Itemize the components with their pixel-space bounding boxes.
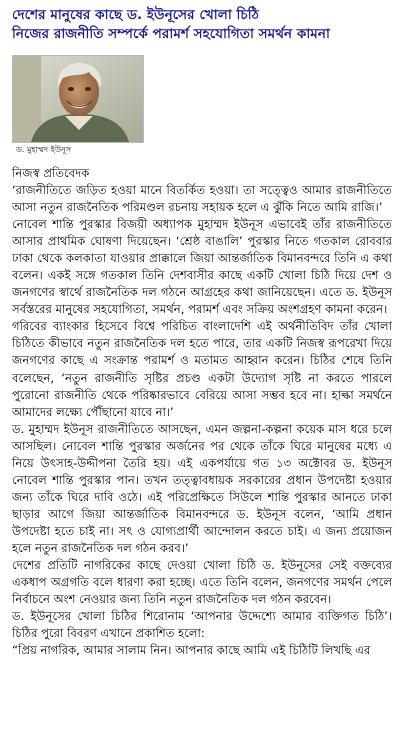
photo-caption: ড. মুহাম্মদ ইউনূস <box>16 145 72 154</box>
article-paragraph: “প্রিয় নাগরিক, আমার সালাম নিন। আপনার কাছে আমি এই চিঠিটি লিখছি এর <box>12 643 371 658</box>
article-paragraph: ড. ইউনূসের খোলা চিঠির শিরোনাম ‘আপনার উদ্দেশ্যে আমার ব্যক্তিগত চিঠি’। চিঠির পুরো বিবরণ এখানে প্রকাশিত হলো: <box>12 609 392 641</box>
article-paragraph: ড. মুহাম্মদ ইউনূস রাজনীতিতে আসছেন, এমন জল্পনা-কল্পনা কয়েক মাস ধরে চলে আসছিল। নোবেল শান্তি পুরস্কার অর্জনের পর থেকে তাঁকে ঘিরে মানুষের মধ্যে এ নিয়ে উৎসাহ-উদ্দীপনা তৈরি হয়। এই একপর্যায়ে গত ১৩ অক্টোবর ড. ইউনূস নোবেল শান্তি পুরস্কার পান। তখন তত্ত্বাবধায়ক সরকারের প্রধান উপদেষ্টা হওয়ার জন্য তাঁকে ঘিরে দাবি ওঠে। এই পরিপ্রেক্ষিতে সিউলে শান্তি পুরস্কার আনতে ঢাকা ছাড়ার আগে জিয়া আন্তর্জাতিক বিমানবন্দরে ড. ইউনূস বলেন, ‘আমি প্রধান উপদেষ্টা হতে চাই না। সৎ ও যোগ্যপ্রার্থী আন্দোলন করতে চাই। এ জন্য প্রয়োজন হলে নতুন রাজনৈতিক দল গঠন করব।’ <box>12 421 392 555</box>
headline <box>12 6 392 44</box>
article-paragraph: ‘রাজনীতিতে জড়িত হওয়া মানে বিতর্কিত হওয়া। তা সত্ত্বেও আমার রাজনীতিতে আসা নতুন রাজনৈতিক পরিমণ্ডল রচনায় সহায়ক হলে এ ঝুঁকি নিতে আমি রাজি।’ <box>12 183 392 215</box>
photo-block <box>12 55 144 158</box>
article-paragraph: গরিবের ব্যাংকার হিসেবে বিশ্বে পরিচিত বাংলাদেশি এই অর্থনীতিবিদ তাঁর খোলা চিঠিতে কীভাবে নতুন রাজনৈতিক দল হতে পারে, তার একটি নিজস্ব রূপরেখা দিয়ে জনগণের কাছে এ সংক্রান্ত পরামর্শ ও মতামত আহ্বান করেন। চিঠির শেষে তিনি বলেছেন, ‘নতুন রাজনীতি সৃষ্টির প্রচণ্ড একটা উদ্যোগ সৃষ্টি না করতে পারলে পুরোনো রাজনীতি থেকে পরিষ্কারভাবে বেরিয়ে আসা সম্ভব হবে না। হাল্কা সমর্থনে আমাদের লক্ষ্যে পৌঁছানো যাবে না।’ <box>12 319 392 419</box>
article-paragraph: নোবেল শান্তি পুরস্কার বিজয়ী অধ্যাপক মুহাম্মদ ইউনূস এভাবেই তাঁর রাজনীতিতে আসার প্রাথমিক ঘোষণা দিয়েছেন। ‘শ্রেষ্ঠ বাঙালি’ পুরস্কার নিতে গতকাল রোববার ঢাকা থেকে কলকাতা যাওয়ার প্রাক্কালে জিয়া আন্তর্জাতিক বিমানবন্দরে তিনি এ কথা বলেন। একই সঙ্গে গতকাল তিনি দেশবাসীর কাছে একটি খোলা চিঠি দিয়ে দেশ ও জনগণের স্বার্থে রাজনৈতিক দল গঠনে আগ্রহের কথা জানিয়েছেন। এতে ড. ইউনূস সর্বস্তরের মানুষের সহযোগিতা, সমর্থন, পরামর্শ এবং সক্রিয় অংশগ্রহণ কামনা করেন। <box>12 217 392 317</box>
byline: নিজস্ব প্রতিবেদক <box>12 166 90 180</box>
article-paragraph: দেশের প্রতিটি নাগরিকের কাছে দেওয়া খোলা চিঠি ড. ইউনূসের সেই বক্তব্যের একধাপ অগ্রগতি বলে ধারণা করা হচ্ছে। এতে তিনি বলেন, জনগণের সমর্থন পেলে নির্বাচনে অংশ নেওয়ার জন্য তিনি নতুন রাজনৈতিক দল গঠন করবেন। <box>12 558 392 607</box>
portrait-illustration <box>13 56 143 142</box>
article-body <box>12 182 392 659</box>
headline-line-1: দেশের মানুষের কাছে ড. ইউনূসের খোলা চিঠি <box>12 7 259 23</box>
portrait-photo <box>12 55 144 143</box>
headline-line-2: নিজের রাজনীতি সম্পর্কে পরামর্শ সহযোগিতা সমর্থন কামনা <box>12 26 330 42</box>
